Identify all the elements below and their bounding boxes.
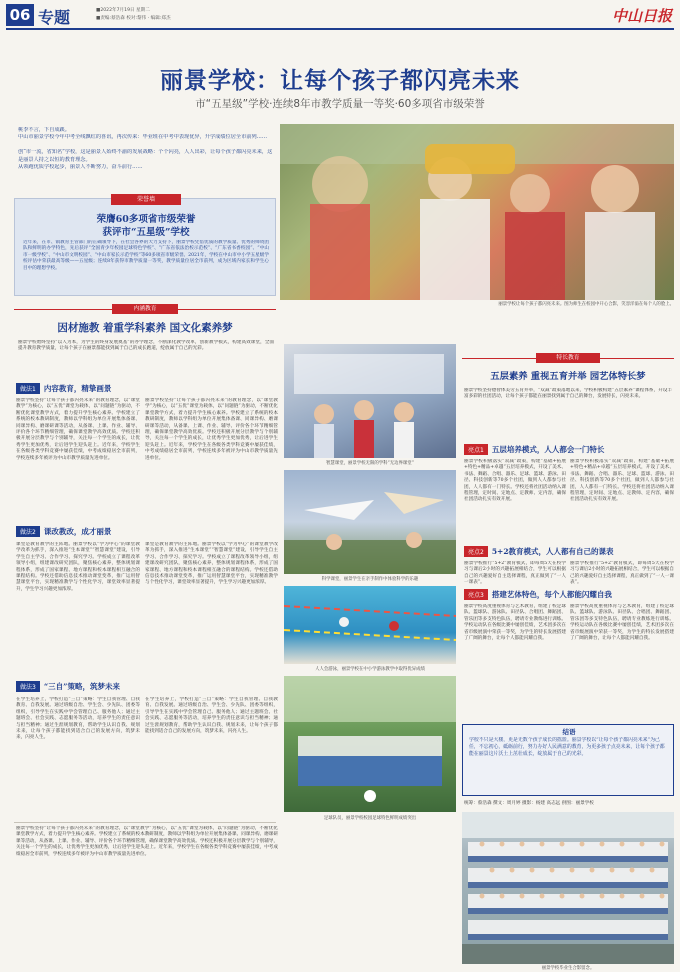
high2-num: 亮点2	[464, 546, 488, 557]
high2-header	[464, 545, 674, 557]
high2-title: 5+2教育模式，人人都有自己的课表	[491, 546, 614, 556]
closing-title: 结语	[562, 728, 576, 736]
sub-headline: 市“五星级”学校·连续8年市教学质量一等奖·60多项省市级荣誉	[195, 98, 485, 110]
main-photo-art	[280, 124, 674, 300]
honor-title-2: 获评市“五星级”学校	[102, 227, 190, 238]
mid-photo-3	[284, 586, 456, 664]
section-name: 专题	[38, 8, 71, 27]
sub3-body-col2: 在学生培养上，学校打造“三自”策略：学生自我管理、自我教育、自我发展。通过班级自治、学生会、少先队、团委等组织，引导学生在实践中学会管理自己、服务他人；通过主题班会、社会实践、志愿服务等活动，培养学生的责任意识与担当精神；通过生涯规划教育，帮助学生认识自我、规划未来，让每个孩子都能找到适合自己的发展方向，筑梦未来，闪亮人生。	[145, 697, 278, 735]
masthead	[6, 4, 674, 26]
page-number: 06	[6, 4, 34, 26]
credits-line: 统筹：蔡浩森 撰文：周月婷 摄影：杨建 高志远 供图：丽景学校	[464, 801, 594, 806]
left-section-intro: 丽景学校始终坚持“以人为本，为学生的终身发展奠基”的办学理念，不断深化教学改革，创新教学模式，构建高效课堂，全面提升教育教学质量，让每个孩子在丽景都能找到属于自己的成长跑道，绽放属于自己的光彩。	[18, 340, 274, 352]
honor-body: 近年来，在市、镇教育主管部门的正确领导下，在社会各界的大力支持下，丽景学校凭借优质的教学质量、优秀的师资团队和鲜明的办学特色，先后获评“全国青少年校园足球特色学校”、“广东省依法治校示范校”、“广东省书香校园”、“中山市一级学校”、“中山市文明校园”、“中山市家长示范学校”等60多项省市级荣誉。2021年，学校在中山市中小学五星级学校评估中荣获最高等级——五星级；连续8年获得市教学质量一等奖，教学质量位居全市前列，成为区域内家长和学生心目中的理想学校。	[23, 240, 269, 271]
high1-title: 五层培养模式，人人都会一门特长	[491, 444, 605, 454]
honor-box	[14, 198, 276, 296]
right-section-intro: 丽景学校坚持德智体美劳五育并举，“双减”政策落地以来，学校积极构建“五层素养”课程体系，开设丰富多彩的社团活动，让每个孩子都能在丽景找到属于自己的舞台，发展特长，闪亮未来。	[464, 388, 672, 400]
mid-photo-4-art	[284, 676, 456, 812]
mid-photo-4	[284, 676, 456, 812]
sub2-header	[16, 525, 278, 537]
mid-photo-1-art	[284, 344, 456, 458]
group-photo-caption: 丽景学校毕业生合影留念。	[541, 966, 595, 971]
sub1-body-col2: 丽景学校坚持“让每个孩子都闪亮未来”的教育理念，以“课堂教学”为核心，以“五优”课堂为载体，以“问题链”为驱动，不断优化课堂教学方式，着力提升学生核心素养。学校建立了系统的校本教研制度，教师以学科组为单位开展集体备课、同课异构、磨课研课等活动，从备课、上课、作业、辅导、评价各个环节精细管理，确保课堂教学高效优质。学校还积极开展分层教学与个别辅导，关注每一个学生的成长，让优秀学生更加优秀，让后进学生迎头赶上。近年来，学校学生在各级各类学科竞赛中屡获佳绩，中考成绩稳居全市前列，学校连续多年被评为中山市教学质量先进单位。	[145, 398, 278, 461]
masthead-rule	[6, 28, 674, 30]
editor-line: ■责编:蔡浩森 校对:黎伟 · 编辑:郑杰	[96, 16, 171, 21]
sub2-title: 课改教改，成才丽景	[43, 526, 112, 536]
mid-photo-2-caption: 科学课堂，丽景学生在亲手制作中体验科学的乐趣	[321, 577, 419, 582]
high3-body-col1: 丽景学校高度重视体育与艺术教育，组建了校足球队、篮球队、游泳队、田径队、合唱团、舞蹈团、管乐团等多支特色队伍，聘请专业教练进行训练。学校运动队在各级比赛中屡创佳绩，艺术团多次在省市级展演中荣获一等奖，为学生的特长发展搭建了广阔的舞台，让每个人都能闪耀自我。	[464, 604, 566, 642]
left-bottom-rule	[14, 822, 276, 823]
lead-line: 从领跑优质学校起步，丽景人不断努力，奋斗前行……	[18, 164, 143, 170]
honor-tag: 荣誉墙	[111, 194, 181, 205]
honor-title-1: 荣膺60多项省市级荣誉	[96, 214, 196, 225]
sub3-header	[16, 680, 278, 692]
main-photo	[280, 124, 674, 300]
high1-body-col2: 丽景学校积极落实“双减”政策，构建“基础+拓展+特色+精品+卓越”五层培养模式，开设了美术、书法、舞蹈、合唱、器乐、足球、篮球、游泳、田径、科技创新等70多个社团，做到人人都参与社团，人人都有一门特长。学校还将社团活动纳入课程管理，定时间、定地点、定教师、定内容，确保社团活动扎实有效开展。	[570, 459, 674, 503]
high1-num: 亮点1	[464, 444, 488, 455]
sub3-title: “三自”策略，筑梦未来	[43, 681, 120, 691]
sub1-body-col1: 丽景学校坚持“让每个孩子都闪亮未来”的教育理念，以“课堂教学”为核心，以“五优”课堂为载体，以“问题链”为驱动，不断优化课堂教学方式，着力提升学生核心素养。学校建立了系统的校本教研制度，教师以学科组为单位开展集体备课、同课异构、磨课研课等活动，从备课、上课、作业、辅导、评价各个环节精细管理，确保课堂教学高效优质。学校还积极开展分层教学与个别辅导，关注每一个学生的成长，让优秀学生更加优秀，让后进学生迎头赶上。近年来，学校学生在各级各类学科竞赛中屡获佳绩，中考成绩稳居全市前列，学校连续多年被评为中山市教学质量先进单位。	[16, 398, 140, 461]
high3-num: 亮点3	[464, 589, 488, 600]
group-photo-art	[462, 812, 674, 964]
sub1-header	[16, 382, 278, 394]
high1-body-col1: 丽景学校积极落实“双减”政策，构建“基础+拓展+特色+精品+卓越”五层培养模式，开设了美术、书法、舞蹈、合唱、器乐、足球、篮球、游泳、田径、科技创新等70多个社团，做到人人都参与社团，人人都有一门特长。学校还将社团活动纳入课程管理，定时间、定地点、定教师、定内容，确保社团活动扎实有效开展。	[464, 459, 566, 503]
right-section-title: 五层素养 重视五育并举 园艺体特长梦	[490, 371, 646, 382]
sub2-body-col2: 课堂是教育教学的主阵地。丽景学校以“学为中心”的课堂教学改革为抓手，深入推进“生本课堂”“智慧课堂”建设，引导学生自主学习、合作学习、探究学习。学校成立了课程改革领导小组，组建课改研究团队，聚焦核心素养，整体规划课程体系，形成了国家课程、地方课程和校本课程相互融合的课程结构。学校还借助信息技术推动课堂变革，推广运用智慧课堂平台，实现精准教学与个性化学习，课堂效率显著提升，学生学习兴趣更加浓厚。	[145, 542, 278, 586]
high3-title: 搭建艺体特色，每个人都能闪耀自我	[491, 589, 612, 599]
mid-photo-1	[284, 344, 456, 458]
mid-photo-3-art	[284, 586, 456, 664]
lead-line: 桃李不言，下自成蹊。	[18, 127, 70, 133]
right-section-tag: 特长教育	[536, 353, 600, 363]
mid-photo-2	[284, 470, 456, 574]
sub2-num: 做法2	[16, 526, 40, 537]
mid-photo-4-caption: 足球队员，丽景学校校园足球特色鲜明成绩突出	[323, 816, 417, 821]
high3-body-col2: 丽景学校高度重视体育与艺术教育，组建了校足球队、篮球队、游泳队、田径队、合唱团、舞蹈团、管乐团等多支特色队伍，聘请专业教练进行训练。学校运动队在各级比赛中屡创佳绩，艺术团多次在省市级展演中荣获一等奖，为学生的特长发展搭建了广阔的舞台，让每个人都能闪耀自我。	[570, 604, 674, 642]
mid-photo-3-caption: 人人会游泳，丽景学校在中小学游泳教学中取得优异成绩	[315, 667, 425, 672]
sub3-num: 做法3	[16, 681, 40, 692]
high2-body-col2: 丽景学校推行“5+2”教育模式，即每周5天在校学习与课后2小时的兴趣拓展相结合，学生可以根据自己的兴趣爱好自主选择课程，真正做到了“一人一课表”。	[570, 561, 674, 586]
high2-body-col1: 丽景学校推行“5+2”教育模式，即每周5天在校学习与课后2小时的兴趣拓展相结合，学生可以根据自己的兴趣爱好自主选择课程，真正做到了“一人一课表”。	[464, 561, 566, 586]
date-line: ■2022年7月19日 星期二	[96, 8, 150, 13]
sub2-body-col1: 课堂是教育教学的主阵地。丽景学校以“学为中心”的课堂教学改革为抓手，深入推进“生本课堂”“智慧课堂”建设，引导学生自主学习、合作学习、探究学习。学校成立了课程改革领导小组，组建课改研究团队，聚焦核心素养，整体规划课程体系，形成了国家课程、地方课程和校本课程相互融合的课程结构。学校还借助信息技术推动课堂变革，推广运用智慧课堂平台，实现精准教学与个性化学习，课堂效率显著提升，学生学习兴趣更加浓厚。	[16, 542, 140, 592]
lead-line: 中山市丽景学校今年中考全线飘红的喜讯，再次传来：毕业班在中考中表现优异，升学成绩位居全市前列……	[18, 134, 268, 141]
high3-header	[464, 588, 674, 600]
main-photo-caption: 丽景学校让每个孩子都闪亮未来。图为师生在校园中开心合影，笑容洋溢在每个人的脸上。	[498, 302, 674, 307]
sub1-num: 做法1	[16, 383, 40, 394]
mid-photo-2-art	[284, 470, 456, 574]
group-photo	[462, 812, 674, 964]
high1-header	[464, 443, 674, 455]
sub3-body-col1: 在学生培养上，学校打造“三自”策略：学生自我管理、自我教育、自我发展。通过班级自治、学生会、少先队、团委等组织，引导学生在实践中学会管理自己、服务他人；通过主题班会、社会实践、志愿服务等活动，培养学生的责任意识与担当精神；通过生涯规划教育，帮助学生认识自我、规划未来，让每个孩子都能找到适合自己的发展方向，筑梦未来，闪亮人生。	[16, 697, 140, 741]
mid-photo-1-caption: 智慧课堂，丽景学校无限的学科“无边界课堂”	[326, 461, 414, 466]
closing-box	[462, 724, 674, 796]
left-section-title: 因材施教 着重学科素养 国文化素养梦	[57, 322, 233, 334]
lead-line: 创“市一流，省知名”学校，这是丽景人始终不渝的发展战略：个个闪亮，人人出彩，让每个孩子都闪亮未来，这是丽景人持之以恒的教育理念。	[18, 149, 273, 163]
newspaper-logo: 中山日报	[611, 7, 672, 25]
closing-body: 学校不只是大楼，更是无数个孩子成长的摇篮。丽景学校以“让每个孩子都闪亮未来”为己任，不忘初心，砥砺前行，努力办好人民满意的教育，为更多孩子点亮未来，让每个孩子都能在丽景这片沃土上茁壮成长，绽放属于自己的光彩。	[469, 737, 665, 757]
sub3-body-continued: 丽景学校坚持“让每个孩子都闪亮未来”的教育理念，以“课堂教学”为核心，以“五优”课堂为载体，以“问题链”为驱动，不断优化课堂教学方式，着力提升学生核心素养。学校建立了系统的校本教研制度，教师以学科组为单位开展集体备课、同课异构、磨课研课等活动，从备课、上课、作业、辅导、评价各个环节精细管理，确保课堂教学高效优质。学校还积极开展分层教学与个别辅导，关注每一个学生的成长，让优秀学生更加优秀，让后进学生迎头赶上。近年来，学校学生在各级各类学科竞赛中屡获佳绩，中考成绩稳居全市前列，学校连续多年被评为中山市教学质量先进单位。	[16, 826, 278, 857]
lead-paragraph	[18, 127, 276, 195]
left-section-tag: 内涵教育	[112, 304, 178, 314]
sub1-title: 内容教育，精挚画景	[43, 383, 112, 393]
main-headline: 丽景学校：让每个孩子都闪亮未来	[160, 67, 520, 94]
